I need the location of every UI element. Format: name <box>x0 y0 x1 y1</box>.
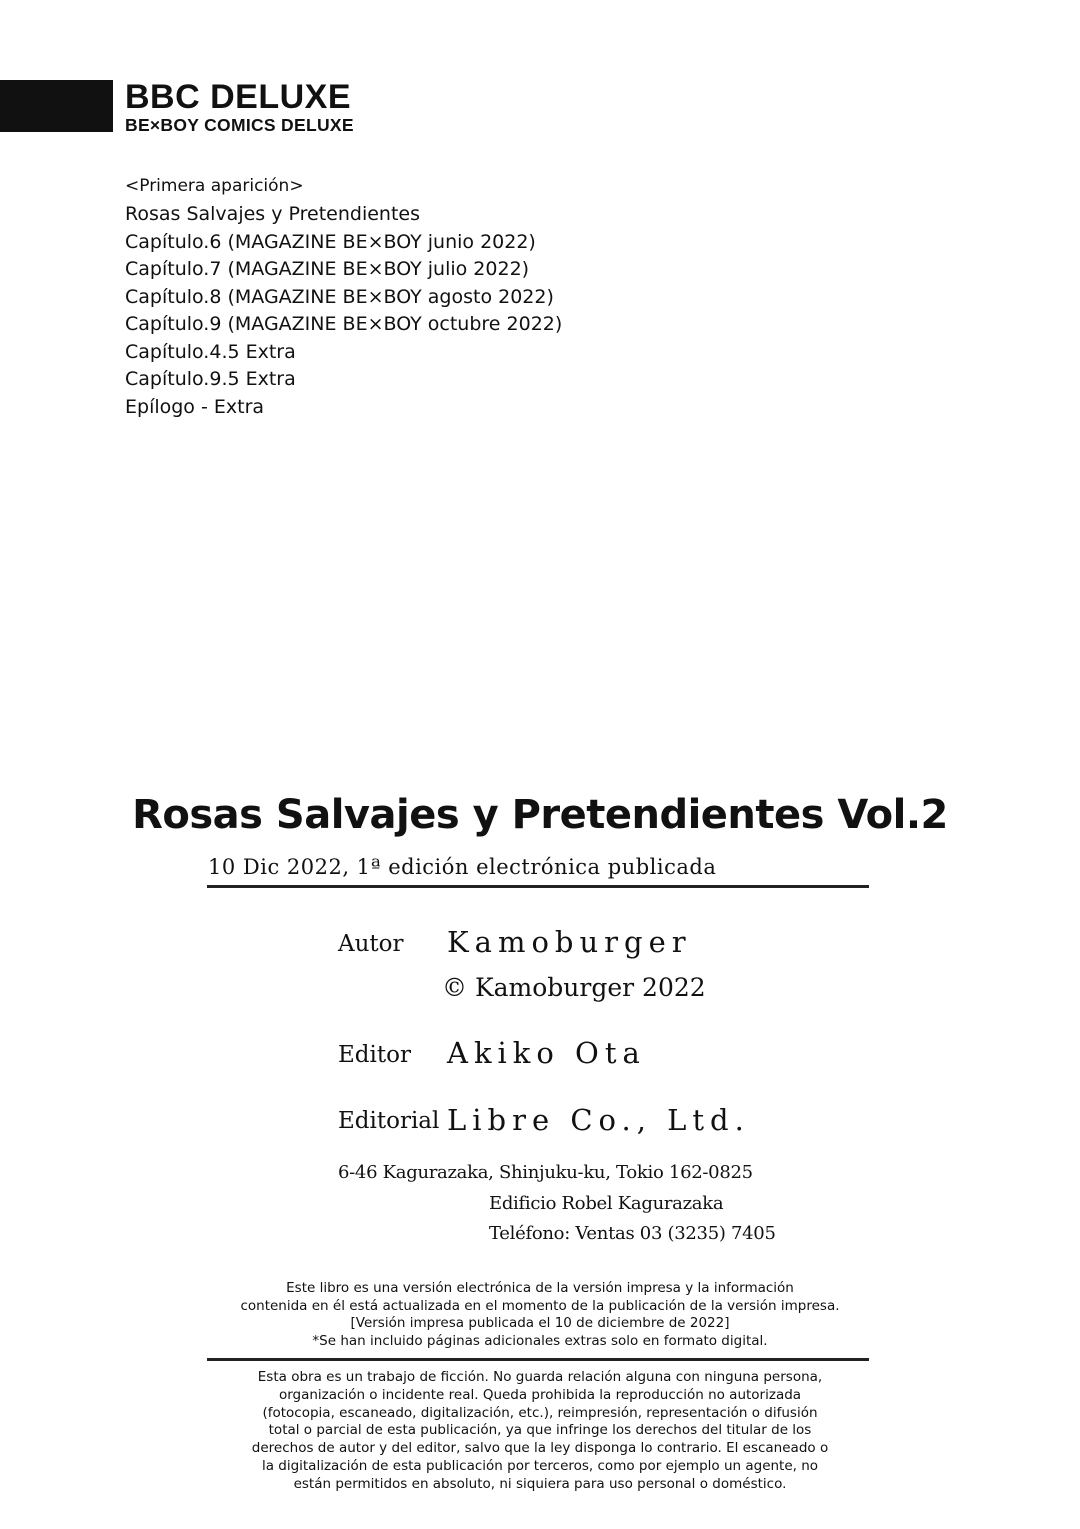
note-line: contenida en él está actualizada en el momento de la publicación de la versión impresa. <box>240 1297 840 1314</box>
note-line: [Versión impresa publicada el 10 de diciembre de 2022] <box>350 1315 730 1331</box>
publisher-name: Libre Co., Ltd. <box>447 1103 750 1137</box>
first-appearance-list <box>125 201 562 421</box>
editor-name: Akiko Ota <box>447 1036 646 1070</box>
brand-logo <box>125 80 354 135</box>
editor-label: Editor <box>338 1042 411 1068</box>
divider-rule <box>207 885 869 888</box>
legal-line: total o parcial de esta publicación, ya que infringe los derechos del titular de los <box>268 1422 812 1439</box>
list-item: Capítulo.4.5 Extra <box>125 340 296 363</box>
first-appearance-heading: <Primera aparición> <box>125 176 304 196</box>
brand-main-title: BBC DELUXE <box>125 78 352 116</box>
edition-note <box>0 1280 1080 1350</box>
edition-line: 10 Dic 2022, 1ª edición electrónica publicada <box>208 855 717 879</box>
book-title: Rosas Salvajes y Pretendientes Vol.2 <box>132 792 948 838</box>
divider-rule <box>207 1358 869 1361</box>
brand-subtitle: BE×BOY COMICS DELUXE <box>125 115 354 135</box>
author-name: Kamoburger <box>447 925 692 959</box>
legal-notice <box>0 1369 1080 1494</box>
legal-line: Esta obra es un trabajo de ficción. No guarda relación alguna con ninguna persona, <box>257 1369 823 1385</box>
list-item: Capítulo.6 (MAGAZINE BE×BOY junio 2022) <box>125 230 536 253</box>
legal-line: están permitidos en absoluto, ni siquiera para uso personal o doméstico. <box>293 1475 787 1492</box>
address-line-2: Edificio Robel Kagurazaka <box>489 1193 724 1214</box>
note-line: Este libro es una versión electrónica de la versión impresa y la información <box>286 1280 794 1296</box>
list-item: Capítulo.9.5 Extra <box>125 368 296 390</box>
legal-line: derechos de autor y del editor, salvo que la ley disponga lo contrario. El escaneado o <box>251 1440 829 1457</box>
copyright-line: © Kamoburger 2022 <box>442 973 706 1002</box>
first-appearance-section <box>125 173 562 421</box>
author-label: Autor <box>338 931 404 957</box>
note-line: *Se han incluido páginas adicionales extras solo en formato digital. <box>312 1332 768 1349</box>
address-line-1: 6-46 Kagurazaka, Shinjuku-ku, Tokio 162-0825 <box>338 1162 753 1183</box>
legal-line: organización o incidente real. Queda prohibida la reproducción no autorizada <box>278 1386 802 1403</box>
list-item: Capítulo.8 (MAGAZINE BE×BOY agosto 2022) <box>125 285 554 308</box>
address-line-3: Teléfono: Ventas 03 (3235) 7405 <box>489 1223 776 1244</box>
publisher-label: Editorial <box>338 1108 440 1134</box>
list-item: Capítulo.9 (MAGAZINE BE×BOY octubre 2022) <box>125 313 563 335</box>
legal-line: la digitalización de esta publicación por terceros, como por ejemplo un agente, no <box>261 1457 819 1474</box>
legal-line: (fotocopia, escaneado, digitalización, etc.), reimpresión, representación o difusión <box>262 1404 818 1421</box>
brand-black-bar <box>0 80 113 132</box>
list-item: Capítulo.7 (MAGAZINE BE×BOY julio 2022) <box>125 258 530 280</box>
list-item: Epílogo - Extra <box>125 395 265 418</box>
list-item: Rosas Salvajes y Pretendientes <box>125 203 421 225</box>
